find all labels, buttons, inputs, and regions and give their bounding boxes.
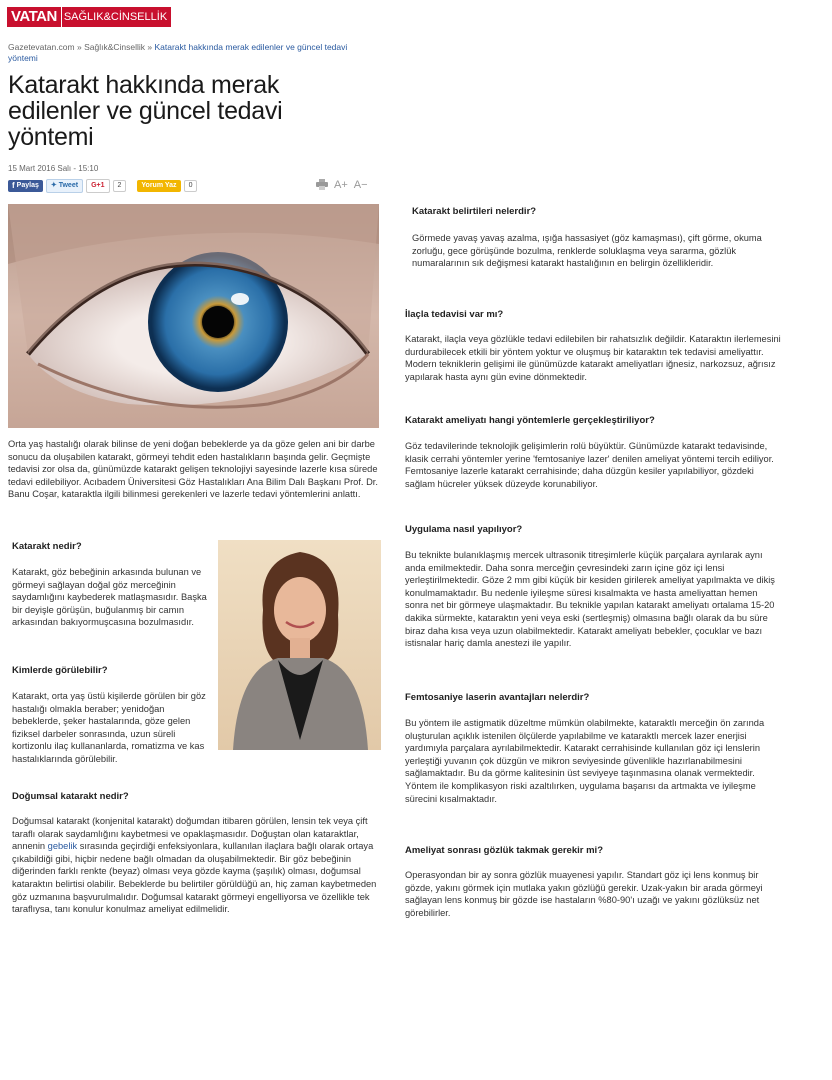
social-bar	[8, 179, 197, 193]
paragraph-uygulama: Bu teknikte bulanıklaşmış mercek ultrasonik titreşimlerle küçük parçalara ayrılarak aynı anda emilmektedir. Daha sonra merceğin çevresindeki zarın içine göz içi lensi yerleştirilmektedir. Göze 2 mm gibi küçük bir kesiden girilerek ameliyat yapılmakta ve dikiş konulmamaktadır. Bu nedenle iyileşme süresi kısalmakta ve hasta ameliyattan hemen sonra net bir görmeye ulaşmaktadır. Bu teknikle yapılan katarakt ameliyatı ortalama 15-20 dakika sürmekte, kataraktın yeni veya eski (sertleşmiş) olmasına bağlı olarak da bu süre biraz daha kısa veya uzun olabilmektedir. Katarakt ameliyatı bebekler, çocuklar ve bazı istisnalar hariç damla anestezi ile yapılır.	[405, 550, 775, 649]
paragraph-yontemler: Göz tedavilerinde teknolojik gelişimlerin rolü büyüktür. Günümüzde katarakt tedavisinde, klasik cerrahi yöntemler yerine 'femtosaniye lazer' denilen ameliyat yöntemi tercih ediliyor. Femtosaniye lazerle katarakt cerrahisinde; daha düzgün kesiler yapılabiliyor, gözdeki sağlam hücreler yüksek düzeyde korunabiliyor.	[405, 441, 774, 489]
gplus-button[interactable]: G+1	[86, 179, 109, 193]
twitter-icon: ✦	[50, 182, 57, 189]
facebook-share-button[interactable]	[8, 180, 43, 192]
heading-gozluk: Ameliyat sonrası gözlük takmak gerekir mi?	[405, 845, 603, 856]
site-logo[interactable]	[7, 7, 171, 27]
printer-icon[interactable]	[316, 179, 328, 193]
logo-brand: VATAN	[7, 7, 61, 27]
font-decrease-button[interactable]: A−	[353, 179, 368, 191]
publish-date: 15 Mart 2016 Salı - 15:10	[8, 164, 99, 173]
article-title: Katarakt hakkında merak edilenler ve güncel tedavi yöntemi	[8, 71, 283, 151]
article-tools	[316, 179, 368, 193]
article-intro: Orta yaş hastalığı olarak bilinse de yeni doğan bebeklerde ya da göze gelen ani bir darbe sonucu da oluşabilen katarakt, görmeyi tehdit eden hastalıkların başında gelir. Geçmişte tedavisi zor olsa da, günümüzde katarakt gelişen teknolojiyi sayesinde lazerle kısa sürede tedavi edilebiliyor. Acıbadem Üniversitesi Göz Hastalıkları Ana Bilim Dalı Başkanı Prof. Dr. Banu Coşar, kataraktla ilgili bilinmesi gerekenleri ve lazerle tedavi yöntemlerini anlattı.	[8, 439, 378, 500]
paragraph-dogumsal	[12, 815, 384, 916]
heading-uygulama: Uygulama nasıl yapılıyor?	[405, 524, 523, 535]
breadcrumb-separator: »	[145, 42, 155, 52]
paragraph-ilacla: Katarakt, ilaçla veya gözlükle tedavi edilebilen bir rahatsızlık değildir. Kataraktın ilerlemesini durdurabilecek etkili bir yöntem yoktur ve oluşmuş bir kataraktın tek tedavisi ameliyattır. Modern tekniklerin gelişimi ile günümüzde katarakt ameliyatları iğnesiz, narkozsuz, ağrısız yapılarak hasta aynı gün evine dönmektedir.	[405, 334, 781, 382]
heading-kimlerde: Kimlerde görülebilir?	[12, 665, 108, 676]
breadcrumb-home[interactable]: Gazetevatan.com	[8, 42, 75, 52]
article-hero-image	[8, 204, 379, 428]
tweet-label: Tweet	[58, 182, 79, 189]
tweet-button[interactable]	[46, 179, 83, 193]
facebook-label: Paylaş	[16, 182, 39, 189]
paragraph-kimlerde: Katarakt, orta yaş üstü kişilerde görülen bir göz hastalığı olmakla beraber; yenidoğan bebeklerde, şeker hastalarında, göze gelen fiziksel darbeler sonrasında, uzun süreli kortizonlu ilaç kullananlarda, romatizma ve kas hastalıklarında görülebilir.	[12, 691, 206, 764]
paragraph-katarakt-nedir: Katarakt, göz bebeğinin arkasında bulunan ve görmeyi sağlayan doğal göz merceğinin saydamlığını kaybederek matlaşmasıdır. Başka bir deyişle görüşün, buğulanmış bir camın arkasından bakıyormuşcasına bozulmasıdır.	[12, 567, 207, 628]
heading-yontemler: Katarakt ameliyatı hangi yöntemlerle gerçekleştiriliyor?	[405, 415, 655, 426]
paragraph-avantajlar: Bu yöntem ile astigmatik düzeltme mümkün olabilmekte, kataraktlı merceğin ön zarında oluşturulan açıklık istenilen ölçülerde yapılabilme ve kataraktlı mercek lazer enerjisi yardımıyla parçalara ayrılabilmektedir. Katarakt cerrahisinde kullanılan göz içi lenslerin yerleştiği yuvanın çok düzgün ve mikron seviyesinde güvenlikle hazırlanabilmesini sağlamaktadır. Bu da görme kalitesinin üst seviyeye taşınmasına olanak vermektedir. Yöntem ile komplikasyon riski azaltılırken, uygulama başarısı da artmakta ve iyileşme sürecini kısalmaktadır.	[405, 718, 765, 804]
heading-ilacla: İlaçla tedavisi var mı?	[405, 309, 504, 320]
facebook-icon: f	[12, 181, 15, 190]
breadcrumb-separator: »	[74, 42, 85, 52]
gebelik-link[interactable]: gebelik	[47, 841, 78, 852]
comment-count: 0	[184, 180, 198, 192]
breadcrumb-current[interactable]: Katarakt hakkında merak edilenler ve güncel tedavi yöntemi	[8, 42, 348, 63]
heading-dogumsal: Doğumsal katarakt nedir?	[12, 791, 129, 802]
comment-button[interactable]: Yorum Yaz	[137, 180, 180, 192]
logo-section: SAĞLIK&CİNSELLİK	[62, 7, 171, 27]
heading-katarakt-nedir: Katarakt nedir?	[12, 541, 82, 552]
doctor-portrait	[218, 540, 381, 750]
paragraph-dogumsal-part1: Doğumsal katarakt (konjenital katarakt) doğumdan itibaren görülen, lensin tek veya çift taraflı olarak saydamlığını kaybetmesi ve opaklaşmasıdır. Doğuştan olan kataraktlar, annenin	[12, 816, 368, 852]
breadcrumb-category[interactable]: Sağlık&Cinsellik	[84, 42, 146, 52]
font-increase-button[interactable]: A+	[334, 179, 348, 191]
paragraph-belirtiler: Görmede yavaş yavaş azalma, ışığa hassasiyet (göz kamaşması), çift görme, okuma zorluğu, gece görüşünde bozulma, renklerde soluklaşma veya sararma, gözlük numaralarının sık değişmesi katarakt hastalığının en belirgin özellikleridir.	[412, 233, 762, 269]
heading-belirtiler: Katarakt belirtileri nelerdir?	[412, 206, 537, 217]
paragraph-dogumsal-part2: sırasında geçirdiği enfeksiyonlara, kullanılan ilaçlara bağlı olarak ortaya çıkabildiği gibi, hiçbir nedene bağlı olmadan da oluşabilmektedir. Bir göz bebeğinin diğerinden farklı renkte (beyaz) olması veya gözde kayma (şaşılık) olması, doğumsal kataraktın belirtisi olabilir. Bebeklerde bu belirtiler görüldüğü an, hiç zaman kaybetmeden göz uzmanına başvurulmalıdır. Doğumsal katarakt görmeyi engelliyorsa ve özellikle tek taraflıysa, tanı konulur konulmaz ameliyat edilmelidir.	[12, 841, 377, 915]
heading-avantajlar: Femtosaniye laserin avantajları nelerdir?	[405, 692, 590, 703]
paragraph-gozluk: Operasyondan bir ay sonra gözlük muayenesi yapılır. Standart göz içi lens konmuş bir gözde, yakını görmek için mutlaka yakın gözlüğü gerekir. Uzak-yakın bir arada görmeyi sağlayan lens konmuş bir gözde ise hastaların %80-90'ı uzağı ve yakını gözlüksüz net görebilirler.	[405, 870, 763, 918]
breadcrumb	[8, 42, 368, 64]
gplus-count: 2	[113, 180, 127, 192]
